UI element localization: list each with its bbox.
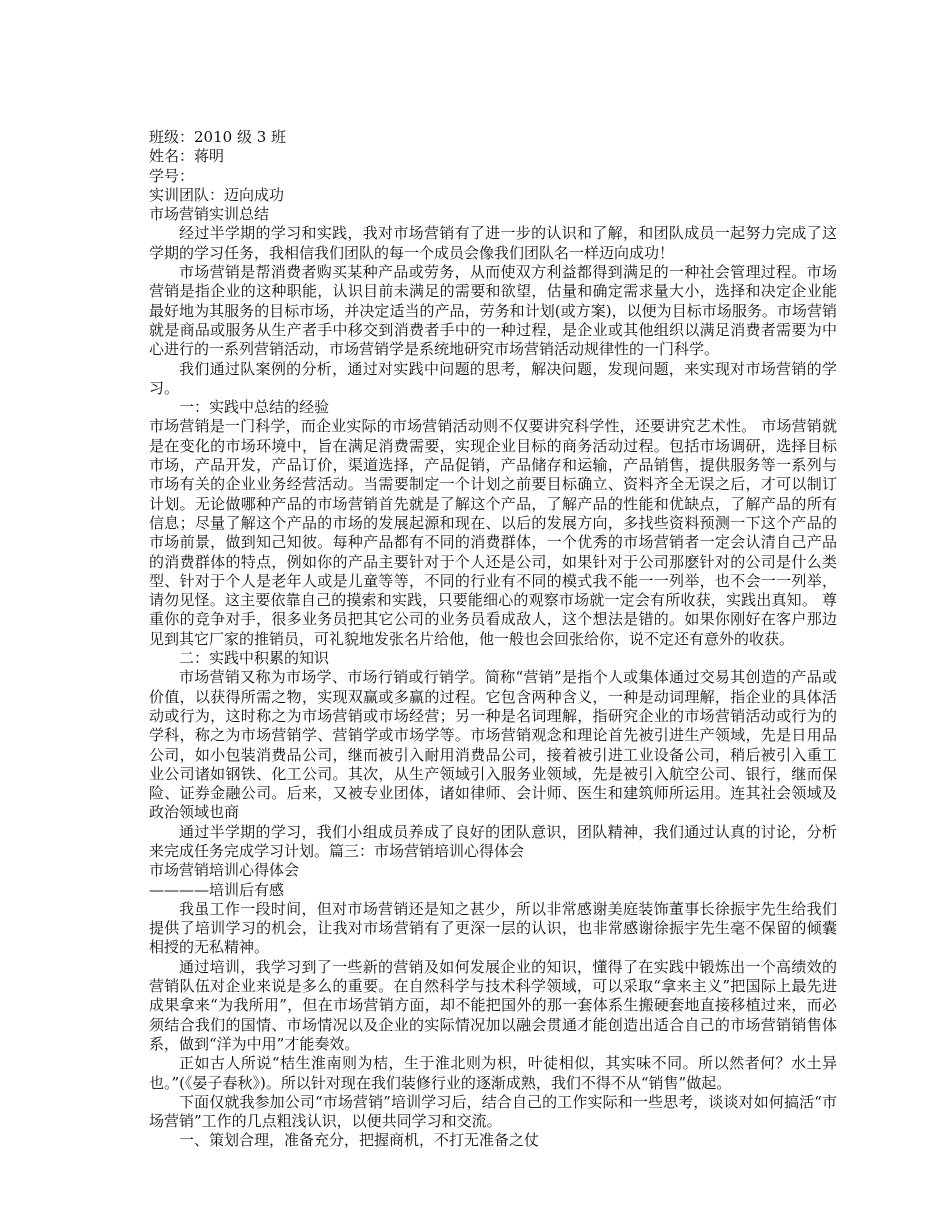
paragraph-training-learning: 通过培训，我学习到了一些新的营销及如何发展企业的知识，懂得了在实践中锻炼出一个高绩效的营销队伍对企业来说是多么的重要。在自然科学与技术科学领域，可以采取“拿来主义”把国际上最先进成果拿来“为我所用”，但在市场营销方面，却不能把国外的那一套体系生搬硬套地直接移植过来，而必须结合我们的国情、市场情况以及企业的实际情况加以融会贯通才能创造出适合自己的市场营销销售体系，做到“洋为中用”才能奏效。: [149, 957, 837, 1053]
paragraph-outline-intro: 下面仅就我参加公司“市场营销”培训学习后，结合自己的工作实际和一些思考，谈谈对如何搞活“市场营销”工作的几点粗浅认识，以便共同学习和交流。: [149, 1092, 837, 1131]
paragraph-training-thanks: 我虽工作一段时间，但对市场营销还是知之甚少，所以非常感谢美庭装饰董事长徐振宇先生给我们提供了培训学习的机会，让我对市场营销有了更深一层的认识，也非常感谢徐振宇先生毫不保留的倾囊相授的无私精神。: [149, 899, 837, 957]
training-title: 市场营销培训心得体会: [149, 861, 300, 880]
document-body: [149, 128, 837, 1151]
paragraph-knowledge: 市场营销又称为市场学、市场行销或行销学。简称“营销”是指个人或集体通过交易其创造的产品或价值，以获得所需之物，实现双赢或多赢的过程。它包含两种含义，一种是动词理解，指企业的具体活动或行为，这时称之为市场营销或市场经营；另一种是名词理解，指研究企业的市场营销活动或行为的学科，称之为市场营销学、营销学或市场学等。市场营销观念和理论首先被引进生产领域，先是日用品公司，如小包装消费品公司，继而被引入耐用消费品公司，接着被引进工业设备公司，稍后被引入重工业公司诸如钢铁、化工公司。其次，从生产领域引入服务业领域，先是被引入航空公司、银行，继而保险、证券金融公司。后来，又被专业团体，诸如律师、会计师、医生和建筑师所运用。连其社会领域及政治领域也商: [149, 668, 837, 822]
training-subtitle: ————培训后有感: [149, 880, 285, 899]
team-line: 实训团队：迈向成功: [149, 185, 285, 204]
student-id-line: 学号：: [149, 166, 195, 185]
section-heading-planning: 一、策划合理，准备充分，把握商机，不打无准备之仗: [179, 1131, 540, 1150]
paragraph-team-summary: 通过半学期的学习，我们小组成员养成了良好的团队意识，团队精神，我们通过认真的讨论，分析来完成任务完成学习计划。篇三：市场营销培训心得体会: [149, 822, 837, 860]
class-line: 班级：2010 级 3 班: [149, 128, 287, 146]
paragraph-case-study: 我们通过队案例的分析，通过对实践中问题的思考，解决问题，发现问题，来实现对市场营销的学习。: [149, 359, 837, 397]
paragraph-experience: 市场营销是一门科学，而企业实际的市场营销活动则不仅要讲究科学性，还要讲究艺术性。 市场营销就是在变化的市场环境中，旨在满足消费需要，实现企业目标的商务活动过程。包括市场调研，选择目标市场，产品开发，产品订价，渠道选择，产品促销，产品储存和运输，产品销售，提供服务等一系列与市场有关的企业业务经营活动。当需要制定一个计划之前要目标确立、资料齐全无误之后，才可以制订计划。无论做哪种产品的市场营销首先就是了解这个产品，了解产品的性能和优缺点，了解产品的所有信息；尽量了解这个产品的市场的发展起源和现在、以后的发展方向，多找些资料预测一下这个产品的市场前景，做到知己知彼。每种产品都有不同的消费群体，一个优秀的市场营销者一定会认清自己产品的消费群体的特点，例如你的产品主要针对于个人还是公司，如果针对于公司那麽针对的公司是什么类型、针对于个人是老年人或是儿童等等，不同的行业有不同的模式我不能一一列举，也不会一一列举，请勿见怪。这主要依靠自己的摸索和实践，只要能细心的观察市场就一定会有所收获，实践出真知。 尊重你的竞争对手，很多业务员把其它公司的业务员看成敌人，这个想法是错的。如果你刚好在客户那边见到其它厂家的推销员，可礼貌地发张名片给他，他一般也会回张给你，说不定还有意外的收获。: [149, 417, 837, 648]
paragraph-quote: 正如古人所说“桔生淮南则为桔，生于淮北则为枳，叶徒相似，其实味不同。所以然者何？水土异也。”(《晏子春秋》)。所以针对现在我们装修行业的逐渐成熟，我们不得不从“销售”做起。: [149, 1054, 837, 1092]
section-heading-knowledge: 二：实践中积累的知识: [179, 649, 330, 668]
section-heading-experience: 一：实践中总结的经验: [179, 398, 330, 417]
document-title: 市场营销实训总结: [149, 205, 270, 224]
name-line: 姓名：蒋明: [149, 147, 225, 166]
paragraph-definition: 市场营销是帮消费者购买某种产品或劳务，从而使双方利益都得到满足的一种社会管理过程。市场营销是指企业的这种职能，认识目前未满足的需要和欲望，估量和确定需求量大小，选择和决定企业能最好地为其服务的目标市场，并决定适当的产品，劳务和计划(或方案)，以便为目标市场服务。市场营销就是商品或服务从生产者手中移交到消费者手中的一种过程，是企业或其他组织以满足消费者需要为中心进行的一系列营销活动，市场营销学是系统地研究市场营销活动规律性的一门科学。: [149, 263, 837, 359]
paragraph-intro: 经过半学期的学习和实践，我对市场营销有了进一步的认识和了解，和团队成员一起努力完成了这学期的学习任务，我相信我们团队的每一个成员会像我们团队名一样迈向成功！: [149, 224, 837, 262]
